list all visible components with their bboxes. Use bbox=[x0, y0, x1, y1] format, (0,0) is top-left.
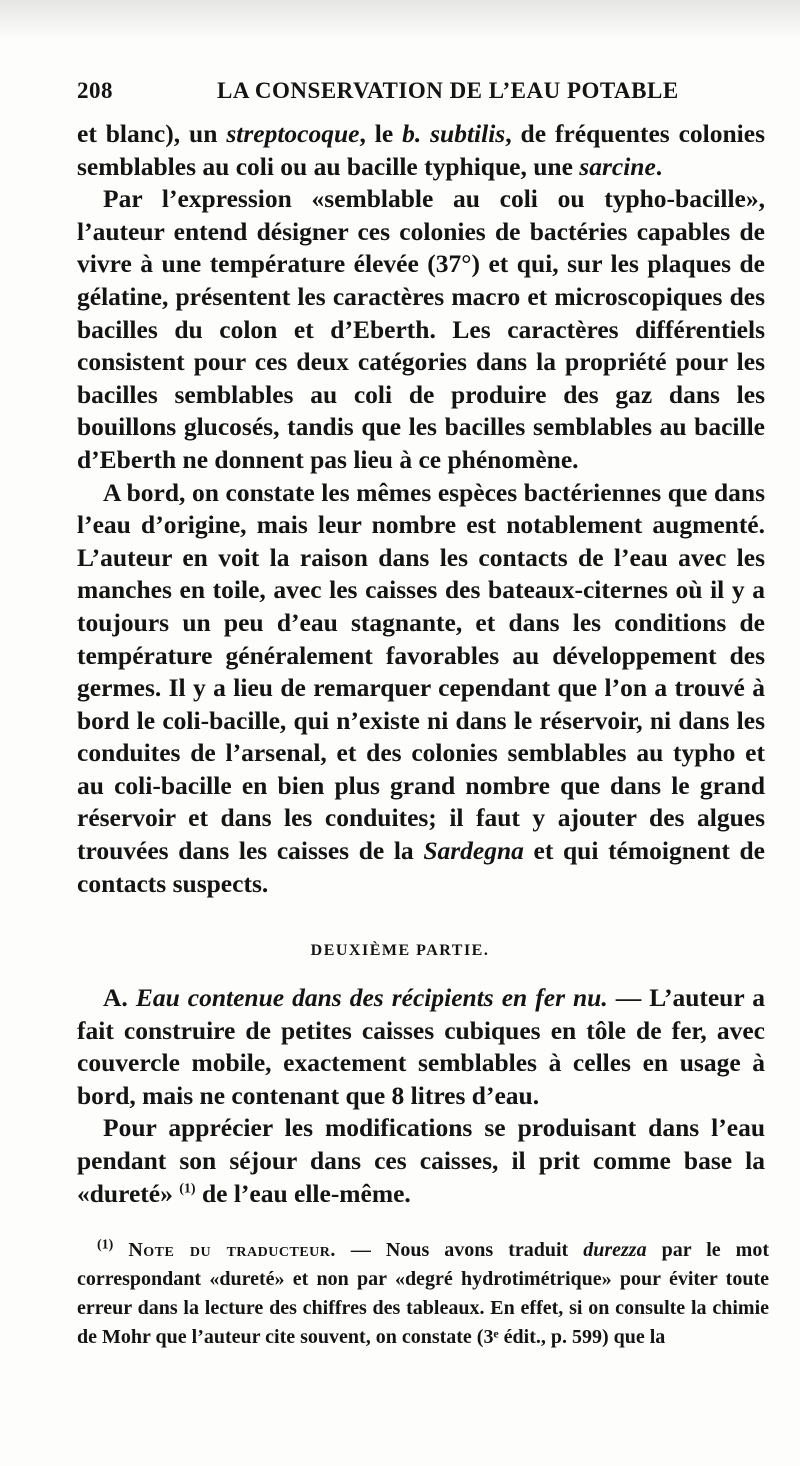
footnote-label: Note du traducteur. bbox=[128, 1239, 336, 1261]
text-run: A. bbox=[103, 983, 136, 1012]
footnote-marker: (1) bbox=[97, 1237, 114, 1253]
footnote-paragraph bbox=[77, 1236, 769, 1352]
running-header bbox=[77, 78, 757, 110]
italic-term: streptocoque bbox=[226, 119, 360, 148]
italic-term: sarcine bbox=[579, 151, 656, 181]
section-text bbox=[77, 982, 765, 1210]
text-run: et blanc), un bbox=[77, 119, 227, 148]
paragraph-1 bbox=[77, 118, 765, 183]
text-run: , de fréquentes colonies semblables au coli ou au bacille typhique, une bbox=[77, 119, 766, 181]
text-run: par le mot correspondant «dureté» et non par «degré hydrotimétrique» pour éviter toute erreur dans la lecture des chiffres des tableaux. En effet, si on consulte la chimie de Mohr que l’auteur cite souvent, on constate (3ᵉ édit., p. 599) que la bbox=[77, 1239, 770, 1348]
text-run: , le bbox=[359, 119, 403, 148]
italic-term: durezza bbox=[583, 1239, 647, 1261]
italic-ship-name: Sardegna bbox=[423, 836, 524, 866]
running-title: LA CONSERVATION DE L’EAU POTABLE bbox=[217, 78, 679, 103]
section-paragraph-2 bbox=[77, 1112, 765, 1210]
text-run: — L’auteur a fait construire de petites caisses cubiques en tôle de fer, avec couvercle mobile, exactement semblables à celles en usage à bord, mais ne contenant que 8 litres d’eau. bbox=[77, 983, 765, 1110]
section-paragraph-1 bbox=[77, 982, 765, 1112]
footnote-reference[interactable]: (1) bbox=[179, 1181, 196, 1197]
main-text bbox=[77, 118, 765, 900]
text-run: Pour apprécier les modifications se produisant dans l’eau pendant son séjour dans ces caisses, il prit comme base la «dureté» bbox=[77, 1113, 765, 1208]
italic-term: b. subtilis bbox=[402, 119, 506, 148]
page-number: 208 bbox=[77, 78, 113, 103]
section-heading: DEUXIÈME PARTIE. bbox=[310, 942, 490, 959]
text-run: A bord, on constate les mêmes espèces bactériennes que dans l’eau d’origine, mais leur nombre est notablement augmenté. L’auteur en voit la raison dans les contacts de l’eau avec les manches en toile, avec les caisses des bateaux-citernes où il y a toujours un peu d’eau stagnante, et dans les conditions de température généralement favorables au développement des germes. Il y a lieu de remarquer cependant que l’on a trouvé à bord le coli-bacille, qui n’existe ni dans le réservoir, ni dans les conduites de l’arsenal, et des colonies semblables au typho et au coli-bacille en bien plus grand nombre que dans le grand réservoir et dans les conduites; il faut y ajouter des algues trouvées dans les caisses de la bbox=[77, 477, 765, 866]
text-run: et qui témoignent de contacts suspects. bbox=[77, 836, 766, 898]
text-run: — Nous avons traduit bbox=[335, 1239, 584, 1261]
footnote bbox=[77, 1236, 769, 1352]
text-run: de l’eau elle-même. bbox=[195, 1178, 411, 1208]
paragraph-2: Par l’expression «semblable au coli ou typho-bacille», l’auteur entend désigner ces colonies de bactéries capables de vivre à une température élevée (37°) et qui, sur les plaques de gélatine, présentent les caractères macro et microscopiques des bacilles du colon et d’Eberth. Les caractères différentiels consistent pour ces deux catégories dans la propriété pour les bacilles semblables au coli de produire des gaz dans les bouillons glucosés, tandis que les bacilles semblables au bacille d’Eberth ne donnent pas lieu à ce phénomène. bbox=[77, 184, 765, 474]
page-top-shadow bbox=[0, 0, 800, 40]
italic-subheading: Eau contenue dans des récipients en fer nu. bbox=[135, 983, 608, 1012]
text-run: . bbox=[655, 151, 663, 181]
paragraph-3 bbox=[77, 477, 765, 901]
